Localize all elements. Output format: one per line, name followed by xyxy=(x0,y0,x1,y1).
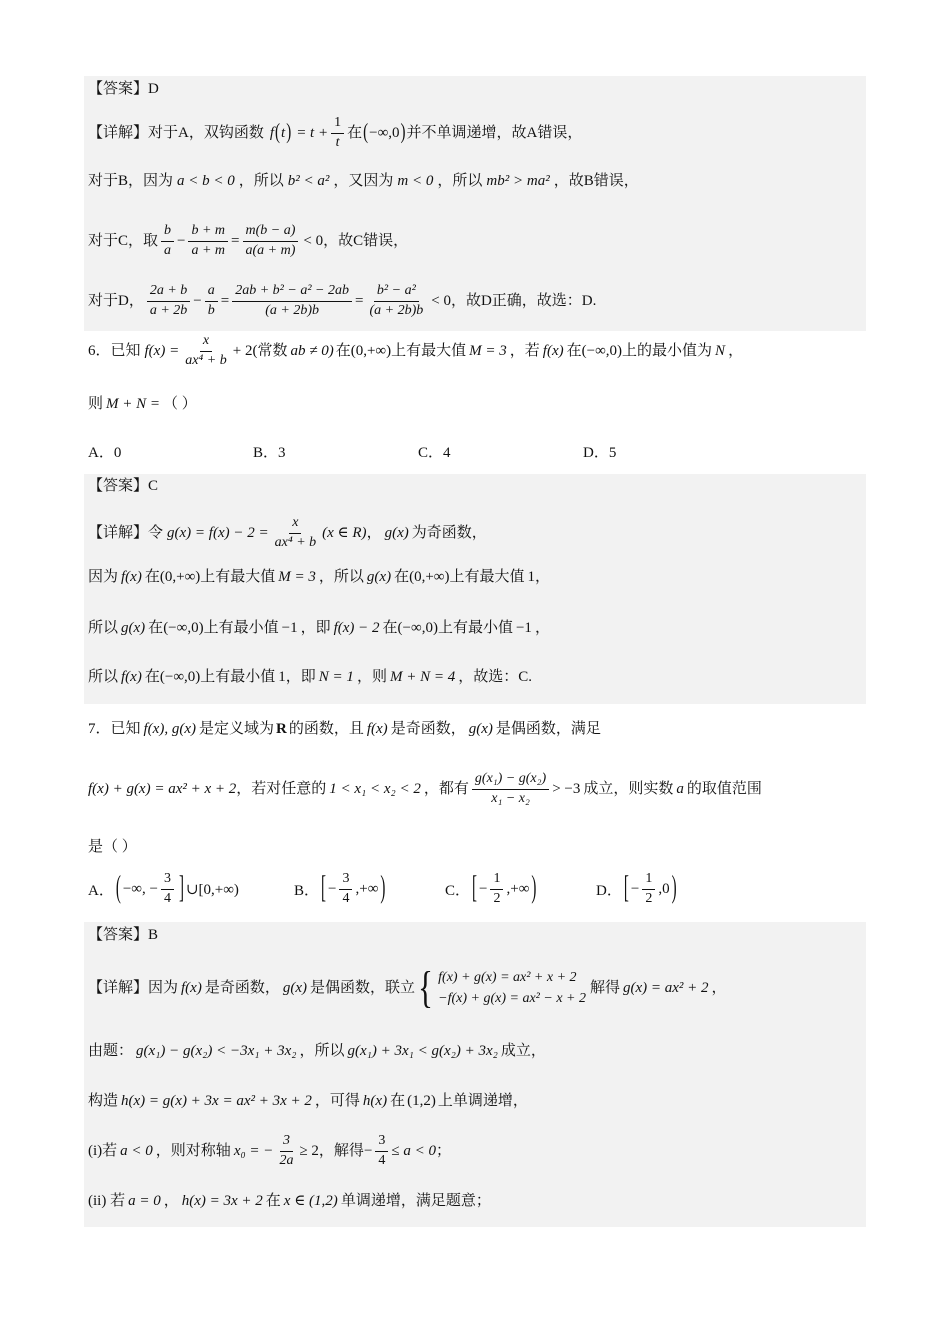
q6-option-c[interactable]: C．4 xyxy=(418,445,451,461)
q7-detail-5: (ii) 若 a = 0 ， h(x) = 3x + 2 在 x ∈ (1,2) 单调递增，满足题意； xyxy=(88,1193,491,1209)
q6-option-b[interactable]: B．3 xyxy=(253,445,286,461)
fraction: $\frac{\text{2ab + b² − a² − 2ab}}{(a + 2b)b}$ xyxy=(232,284,352,318)
q6-detail-1: 【详解】令 g(x) = f(x) − 2 = $\frac{x}{\text{ax⁴ + b}}$ (x ∈ R) ， g(x) 为奇函数， xyxy=(88,515,487,550)
q5-detail-d: 对于D， $\frac{2a + b}{a + 2b}$ − $\frac{a}{b}$ = $\frac{\text{2ab + b² − a² − 2ab}}{(a + 2b)b}$ = $\frac{\text{b² − a²}}{(a + 2b)b}$ < 0 ，故D正确，故选：D. xyxy=(88,283,597,318)
q6-stem-line2: 则 M + N = （ ） xyxy=(88,396,197,412)
fraction: $\frac{m(b - a)}{a(a + m)}$ xyxy=(243,224,299,258)
question-number: 6．已知 xyxy=(88,342,141,359)
q6-answer xyxy=(88,479,158,494)
q7-option-c[interactable]: C． [ − $\frac{1}{2}$ ,+∞ ) xyxy=(445,871,537,906)
q7-option-b[interactable]: B． [ − $\frac{3}{4}$ ,+∞ ) xyxy=(294,871,386,906)
q6-detail-3: 所以 g(x) 在 (−∞,0) 上有最小值 −1 ，即 f(x) − 2 在 (−∞,0) 上有最小值 −1 ， xyxy=(88,620,550,636)
fraction: $\frac{3}{4}$ xyxy=(375,1134,388,1168)
fraction: $\frac{x}{\text{ax⁴ + b}}$ xyxy=(274,515,317,550)
q7-option-d[interactable]: D． [ − $\frac{1}{2}$ ,0 ) xyxy=(596,871,677,906)
q7-option-a[interactable]: A． ( −∞, − $\frac{3}{4}$ ] ∪[0,+∞) xyxy=(88,871,239,906)
fraction: $\frac{b}{a}$ xyxy=(161,224,174,258)
fraction: $\frac{\text{g(x₁) − g(x₂)}}{\text{x₁ − x₂}}$ xyxy=(472,772,549,806)
q6-detail-4: 所以 f(x) 在 (−∞,0) 上有最小值 1 ，即 N = 1 ，则 M + N = 4 ，故选：C. xyxy=(88,669,532,685)
q7-detail-3: 构造 h(x) = g(x) + 3x = ax² + 3x + 2 ，可得 h(x) 在 (1,2) 上单调递增， xyxy=(88,1093,528,1109)
fraction: $\frac{b + m}{a + m}$ xyxy=(188,224,228,258)
q6-option-a[interactable]: A．0 xyxy=(88,445,122,461)
fraction: $\frac{1}{2}$ xyxy=(642,872,655,906)
q7-answer xyxy=(88,928,158,943)
fraction: $\frac{x}{\text{ax⁴ + b}}$ xyxy=(185,333,227,368)
q7-stem: 7．已知 f(x), g(x) 是定义域为 R 的函数，且 f(x) 是奇函数， g(x) 是偶函数，满足 xyxy=(88,721,601,737)
answer-label: 【答案】B xyxy=(88,927,159,943)
fraction: $\frac{\text{b² − a²}}{(a + 2b)b}$ xyxy=(369,283,424,318)
q7-detail-1: 【详解】因为 f(x) 是奇函数， g(x) 是偶函数，联立 { f(x) + g(x) = ax² + x + 2 −f(x) + g(x) = ax² − x + 2 解得 g(x) = ax² + 2 ， xyxy=(88,963,727,1012)
answer-label: 【答案】C xyxy=(88,478,159,494)
q7-detail-4: (i)若 a < 0 ，则对称轴 x₀ = − $\frac{3}{2a}$ ≥ 2 ，解得 − $\frac{3}{4}$ ≤ a < 0 ； xyxy=(88,1133,452,1168)
q6-option-d[interactable]: D．5 xyxy=(583,445,617,461)
q6-detail-2: 因为 f(x) 在 (0,+∞) 上有最大值 M = 3 ，所以 g(x) 在 (0,+∞) 上有最大值 1 ， xyxy=(88,569,551,585)
equation-system: f(x) + g(x) = ax² + x + 2 −f(x) + g(x) = ax² − x + 2 xyxy=(438,970,586,1006)
question-number: 7．已知 xyxy=(88,721,141,737)
q5-detail-b: 对于B，因为 a < b < 0 ，所以 b² < a² ，又因为 m < 0 ，所以 mb² > ma² ，故B错误， xyxy=(88,173,639,189)
q7-stem-line2: f(x) + g(x) = ax² + x + 2 ，若对任意的 1 < x₁ < x₂ < 2 ，都有 $\frac{\text{g(x₁) − g(x₂)}}{\text{x₁ − x₂}}$ > −3 成立，则实数 a 的取值范围 xyxy=(88,771,762,806)
fraction: $\frac{2a + b}{a + 2b}$ xyxy=(147,284,190,318)
q7-detail-2: 由题： g(x₁) − g(x₂) < −3x₁ + 3x₂ ，所以 g(x₁) + 3x₁ < g(x₂) + 3x₂ 成立， xyxy=(88,1043,546,1059)
q5-answer xyxy=(88,82,159,97)
fraction: $\frac{3}{2a}$ xyxy=(279,1133,294,1168)
fraction: $\frac{a}{b}$ xyxy=(205,284,218,318)
fraction: $\frac{1}{2}$ xyxy=(490,872,503,906)
q7-stem-line3: 是（ ） xyxy=(88,839,137,855)
q6-stem: 6．已知 f(x) = $\frac{x}{\text{ax⁴ + b}}$ + 2( 常数 ab ≠ 0) 在 (0,+∞) 上有最大值 M = 3 ，若 f(x) 在 (−∞,0) 上的最小值为 N ， xyxy=(88,333,744,368)
fraction: $\frac{1}{t}$ xyxy=(331,116,344,150)
answer-label: 【答案】D xyxy=(88,81,159,97)
fraction: $\frac{3}{4}$ xyxy=(161,872,174,906)
fraction: $\frac{3}{4}$ xyxy=(339,872,352,906)
q5-detail-c: 对于C，取 $\frac{b}{a}$ − $\frac{b + m}{a + m}$ = $\frac{m(b - a)}{a(a + m)}$ < 0 ，故C错误， xyxy=(88,223,409,258)
q5-detail-a: 【详解】对于A，双钩函数 f ( t ) = t + $\frac{1}{t}$ 在 ( −∞,0 ) 并不单调递增，故A错误， xyxy=(88,115,583,150)
